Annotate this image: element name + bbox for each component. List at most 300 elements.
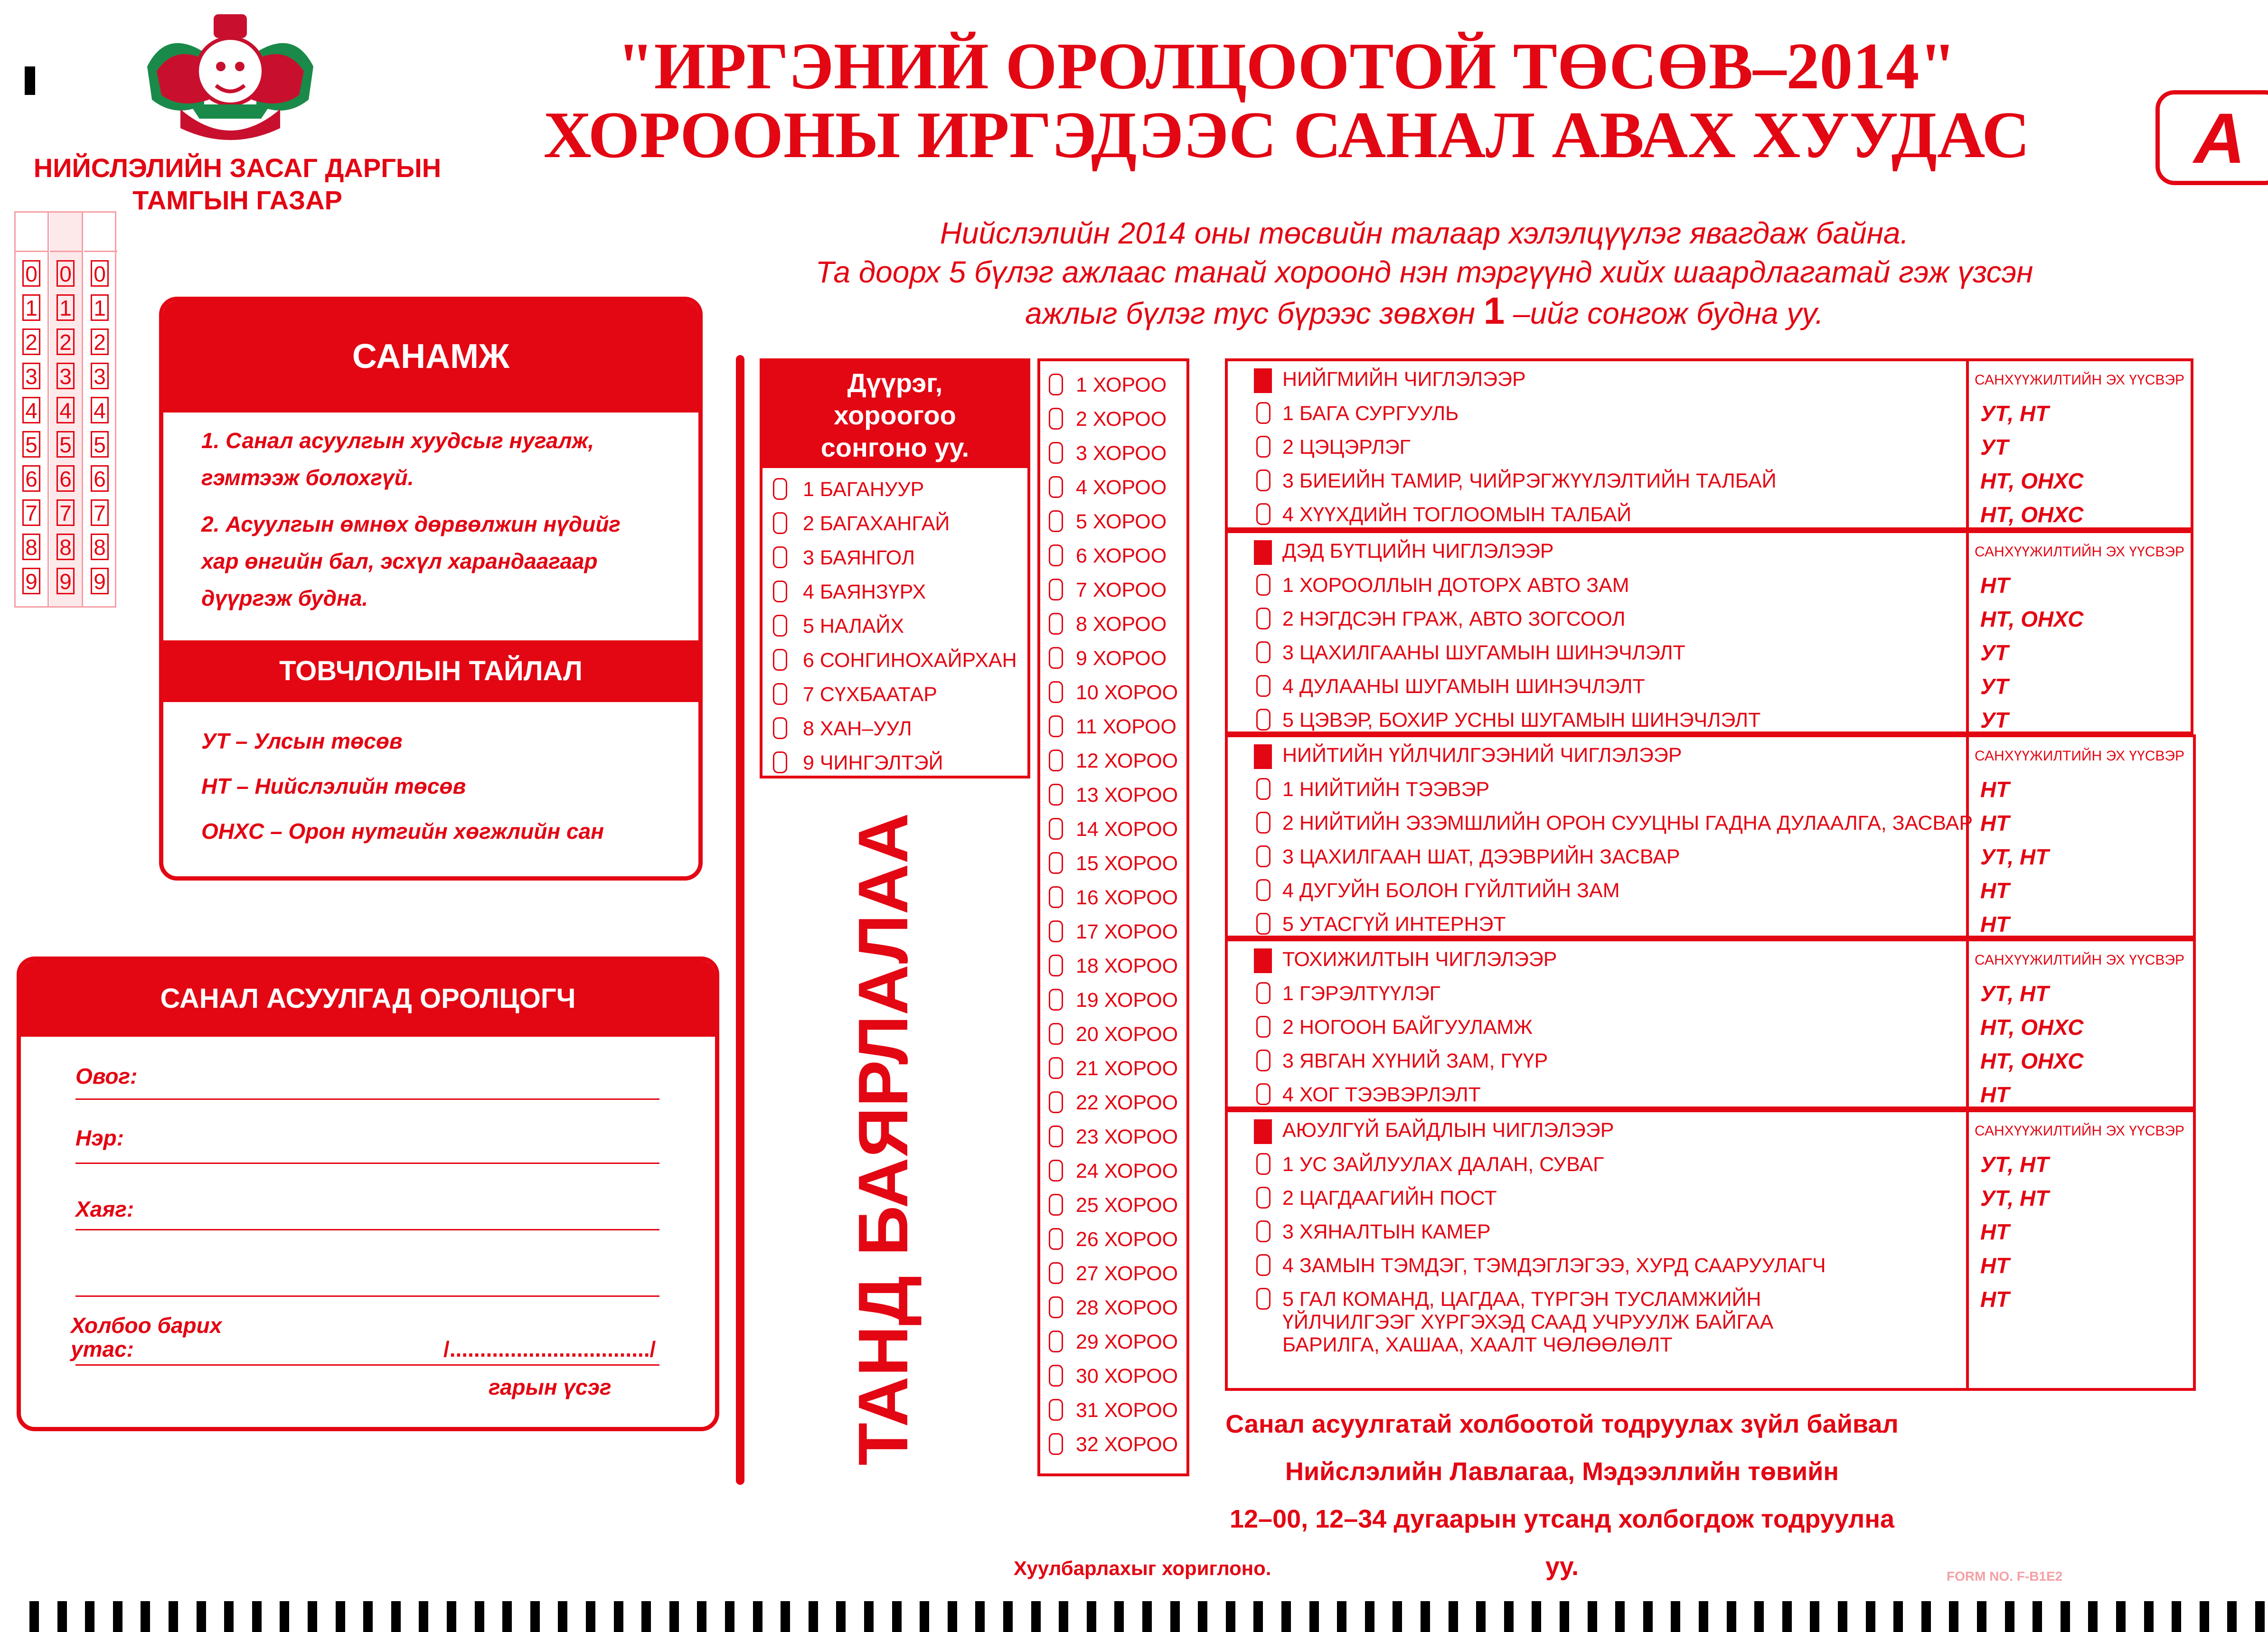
funding-source: УТ [1980, 708, 2009, 732]
code-digit-cell[interactable]: 8 [91, 534, 109, 560]
option-label[interactable]: 4 ХОГ ТЭЭВЭРЛЭЛТ [1282, 1083, 1481, 1106]
option-checkbox[interactable] [1256, 982, 1270, 1004]
timing-mark [2033, 1601, 2042, 1632]
code-digit-cell[interactable]: 7 [56, 499, 75, 526]
timing-mark [113, 1601, 122, 1632]
code-digit-cell[interactable]: 8 [56, 534, 75, 560]
option-label[interactable]: 1 ГЭРЭЛТҮҮЛЭГ [1282, 982, 1440, 1005]
timing-mark [1309, 1601, 1319, 1632]
option-checkbox[interactable] [1256, 402, 1270, 424]
khoroo-checkbox[interactable] [1049, 886, 1063, 908]
category-divider [1966, 361, 1969, 527]
district-item[interactable]: 8 ХАН–УУЛ [803, 717, 912, 740]
khoroo-item[interactable]: 30 ХОРОО [1076, 1365, 1178, 1388]
khoroo-item[interactable]: 1 ХОРОО [1076, 374, 1167, 396]
funding-source: НТ, ОНХС [1980, 607, 2084, 631]
option-label[interactable]: 2 ЦЭЦЭРЛЭГ [1282, 436, 1411, 459]
option-label[interactable]: 1 ХОРООЛЛЫН ДОТОРХ АВТО ЗАМ [1282, 574, 1629, 597]
district-item[interactable]: 5 НАЛАЙХ [803, 615, 904, 638]
khoroo-checkbox[interactable] [1049, 1126, 1063, 1147]
code-digit-cell[interactable]: 9 [91, 568, 109, 594]
code-digit-cell[interactable]: 2 [91, 328, 109, 355]
district-item[interactable]: 3 БАЯНГОЛ [803, 546, 915, 569]
option-label[interactable]: 3 ЯВГАН ХҮНИЙ ЗАМ, ГҮҮР [1282, 1050, 1548, 1072]
code-digit-cell[interactable]: 3 [56, 363, 75, 389]
timing-mark [29, 1601, 39, 1632]
source-header: САНХҮҮЖИЛТИЙН ЭХ ҮҮСВЭР [1975, 1123, 2184, 1139]
contact-line-3: 12–00, 12–34 дугаарын утсанд холбогдож тодруулна уу. [1229, 1505, 1895, 1581]
timing-mark [447, 1601, 456, 1632]
funding-source: НТ, ОНХС [1980, 1015, 2084, 1040]
code-digit-cell[interactable]: 3 [91, 363, 109, 389]
khoroo-checkbox[interactable] [1049, 681, 1063, 703]
option-checkbox[interactable] [1256, 709, 1270, 731]
no-copy-notice: Хуулбарлахыг хориглоно. [1014, 1557, 1271, 1579]
option-label[interactable]: 3 ЦАХИЛГААН ШАТ, ДЭЭВРИЙН ЗАСВАР [1282, 845, 1680, 868]
timing-mark [1142, 1601, 1152, 1632]
khoroo-checkbox[interactable] [1049, 989, 1063, 1011]
reminder-notes [163, 413, 698, 617]
timing-mark [1393, 1601, 1402, 1632]
option-label[interactable]: 2 НЭГДСЭН ГРАЖ, АВТО ЗОГСООЛ [1282, 608, 1626, 630]
code-digit-cell[interactable]: 4 [91, 397, 109, 423]
source-header: САНХҮҮЖИЛТИЙН ЭХ ҮҮСВЭР [1975, 544, 2184, 560]
timing-mark [2005, 1601, 2014, 1632]
code-digit-cell[interactable]: 9 [22, 568, 40, 594]
category-marker [1254, 540, 1272, 565]
khoroo-item[interactable]: 25 ХОРОО [1076, 1194, 1178, 1217]
timing-mark [1615, 1601, 1625, 1632]
timing-mark [2200, 1601, 2209, 1632]
timing-mark [57, 1601, 67, 1632]
timing-mark [753, 1601, 762, 1632]
timing-mark [391, 1601, 401, 1632]
timing-mark [1727, 1601, 1736, 1632]
code-digit-cell[interactable]: 0 [56, 260, 75, 287]
timing-mark [697, 1601, 706, 1632]
funding-source: УТ, НТ [1980, 401, 2049, 426]
khoroo-item[interactable]: 31 ХОРОО [1076, 1399, 1178, 1422]
khoroo-item[interactable]: 13 ХОРОО [1076, 784, 1178, 807]
option-label[interactable]: 1 УС ЗАЙЛУУЛАХ ДАЛАН, СУВАГ [1282, 1153, 1604, 1176]
option-label[interactable]: 3 БИЕИЙН ТАМИР, ЧИЙРЭГЖҮҮЛЭЛТИЙН ТАЛБАЙ [1282, 469, 1777, 492]
district-checkbox[interactable] [773, 512, 787, 534]
code-digit-cell[interactable]: 6 [56, 465, 75, 492]
district-item[interactable]: 6 СОНГИНОХАЙРХАН [803, 649, 1017, 672]
khoroo-checkbox[interactable] [1049, 852, 1063, 874]
source-header: САНХҮҮЖИЛТИЙН ЭХ ҮҮСВЭР [1975, 372, 2184, 388]
org-line-1: НИЙСЛЭЛИЙН ЗАСАГ ДАРГЫН [33, 153, 442, 183]
code-digit-cell[interactable]: 1 [22, 294, 40, 321]
form-number: FORM NO. F-B1E2 [1947, 1569, 2063, 1584]
category-title: ДЭД БҮТЦИЙН ЧИГЛЭЛЭЭР [1282, 540, 1554, 563]
timing-mark [475, 1601, 484, 1632]
timing-mark [141, 1601, 150, 1632]
choice-count: 1 [1483, 290, 1505, 332]
timing-mark [558, 1601, 567, 1632]
timing-mark [1003, 1601, 1013, 1632]
timing-mark [2061, 1601, 2070, 1632]
phone-label-1: Холбоо барих [71, 1313, 222, 1338]
emblem-logo [138, 9, 323, 152]
code-digit-cell[interactable]: 5 [22, 431, 40, 458]
district-item[interactable]: 9 ЧИНГЭЛТЭЙ [803, 751, 943, 774]
funding-source: НТ [1980, 573, 2010, 598]
khoroo-checkbox[interactable] [1049, 1331, 1063, 1352]
option-checkbox[interactable] [1256, 812, 1270, 834]
address-label: Хаяг: [75, 1197, 134, 1221]
participant-panel [17, 957, 719, 1431]
category-divider [1966, 533, 1969, 732]
abbreviations-title: ТОВЧЛОЛЫН ТАЙЛАЛ [163, 640, 698, 702]
address-line-2[interactable] [75, 1295, 659, 1297]
timing-mark [224, 1601, 234, 1632]
timing-mark [1588, 1601, 1597, 1632]
district-checkbox[interactable] [773, 581, 787, 602]
khoroo-list [1037, 358, 1189, 1476]
khoroo-checkbox[interactable] [1049, 408, 1063, 430]
district-checkbox[interactable] [773, 683, 787, 705]
option-checkbox[interactable] [1256, 574, 1270, 596]
timing-mark [169, 1601, 178, 1632]
khoroo-checkbox[interactable] [1049, 1023, 1063, 1045]
khoroo-item[interactable]: 26 ХОРОО [1076, 1228, 1178, 1251]
instruction-line-1: Нийслэлийн 2014 оны төсвийн талаар хэлэлцүүлэг явагдаж байна. [940, 216, 1909, 250]
option-checkbox[interactable] [1256, 1254, 1270, 1276]
timing-mark [1782, 1601, 1792, 1632]
option-label[interactable]: 4 ДУЛААНЫ ШУГАМЫН ШИНЭЧЛЭЛТ [1282, 675, 1645, 698]
signature-label: гарын үсэг [489, 1375, 612, 1399]
khoroo-item[interactable]: 19 ХОРОО [1076, 989, 1178, 1012]
phone-label-2: утас: [71, 1337, 134, 1361]
timing-mark [1532, 1601, 1541, 1632]
code-digit-cell[interactable]: 7 [22, 499, 40, 526]
option-label[interactable]: 5 ГАЛ КОМАНД, ЦАГДАА, ТҮРГЭН ТУСЛАМЖИЙН [1282, 1288, 1761, 1311]
khoroo-item[interactable]: 22 ХОРОО [1076, 1091, 1178, 1114]
timing-mark [669, 1601, 679, 1632]
timing-mark [2227, 1601, 2237, 1632]
khoroo-checkbox[interactable] [1049, 1399, 1063, 1421]
timing-mark [1253, 1601, 1263, 1632]
timing-mark [809, 1601, 818, 1632]
timing-mark [614, 1601, 623, 1632]
timing-mark [1198, 1601, 1207, 1632]
contact-line-1: Санал асуулгатай холбоотой тодруулах зүйл байвал [1225, 1410, 1899, 1438]
district-checkbox[interactable] [773, 478, 787, 500]
timing-mark [2144, 1601, 2154, 1632]
option-label[interactable]: 5 УТАСГҮЙ ИНТЕРНЭТ [1282, 913, 1506, 936]
khoroo-item[interactable]: 5 ХОРОО [1076, 510, 1167, 533]
code-digit-cell[interactable]: 2 [56, 328, 75, 355]
code-digit-cell[interactable]: 1 [56, 294, 75, 321]
timing-mark [920, 1601, 929, 1632]
khoroo-item[interactable]: 3 ХОРОО [1076, 442, 1167, 465]
district-item[interactable]: 4 БАЯНЗҮРХ [803, 581, 926, 603]
timing-mark [252, 1601, 262, 1632]
option-checkbox[interactable] [1256, 1153, 1270, 1175]
option-checkbox[interactable] [1256, 1016, 1270, 1038]
category-title: НИЙТИЙН ҮЙЛЧИЛГЭЭНИЙ ЧИГЛЭЛЭЭР [1282, 744, 1682, 767]
khoroo-item[interactable]: 24 ХОРОО [1076, 1160, 1178, 1182]
timing-mark [197, 1601, 206, 1632]
option-checkbox[interactable] [1256, 1083, 1270, 1105]
option-label[interactable]: 4 ХҮҮХДИЙН ТОГЛООМЫН ТАЛБАЙ [1282, 503, 1632, 526]
khoroo-item[interactable]: 8 ХОРОО [1076, 613, 1167, 636]
timing-mark [1087, 1601, 1096, 1632]
khoroo-item[interactable]: 21 ХОРОО [1076, 1057, 1178, 1080]
funding-source: НТ [1980, 811, 2010, 835]
khoroo-item[interactable]: 12 ХОРОО [1076, 750, 1178, 772]
timing-mark [641, 1601, 651, 1632]
code-digit-cell[interactable]: 3 [22, 363, 40, 389]
option-checkbox[interactable] [1256, 913, 1270, 935]
timing-mark [1059, 1601, 1068, 1632]
timing-mark [1226, 1601, 1235, 1632]
timing-mark [530, 1601, 540, 1632]
category-title: АЮУЛГҮЙ БАЙДЛЫН ЧИГЛЭЛЭЭР [1282, 1119, 1614, 1142]
khoroo-checkbox[interactable] [1049, 510, 1063, 532]
option-checkbox[interactable] [1256, 778, 1270, 800]
code-digit-cell[interactable]: 0 [91, 260, 109, 287]
source-header: САНХҮҮЖИЛТИЙН ЭХ ҮҮСВЭР [1975, 748, 2184, 764]
timing-mark [85, 1601, 94, 1632]
khoroo-item[interactable]: 10 ХОРОО [1076, 681, 1178, 704]
funding-source: УТ, НТ [1980, 981, 2049, 1006]
timing-mark [1365, 1601, 1374, 1632]
code-digit-cell[interactable]: 5 [56, 431, 75, 458]
khoroo-item[interactable]: 7 ХОРОО [1076, 579, 1167, 601]
timing-mark [1699, 1601, 1708, 1632]
option-label-cont: БАРИЛГА, ХАШАА, ХААЛТ ЧӨЛӨӨЛӨЛТ [1282, 1333, 1673, 1356]
khoroo-checkbox[interactable] [1049, 613, 1063, 635]
funding-source: НТ [1980, 912, 2010, 937]
option-label[interactable]: 1 НИЙТИЙН ТЭЭВЭР [1282, 778, 1490, 801]
district-checkbox[interactable] [773, 649, 787, 671]
timing-mark [948, 1601, 957, 1632]
category-marker [1254, 948, 1272, 973]
option-checkbox[interactable] [1256, 1288, 1270, 1310]
khoroo-checkbox[interactable] [1049, 647, 1063, 669]
option-checkbox[interactable] [1256, 503, 1270, 525]
khoroo-item[interactable]: 6 ХОРОО [1076, 544, 1167, 567]
option-checkbox[interactable] [1256, 845, 1270, 867]
timing-mark [1754, 1601, 1764, 1632]
code-digit-cell[interactable]: 8 [22, 534, 40, 560]
option-label[interactable]: 2 НИЙТИЙН ЭЗЭМШЛИЙН ОРОН СУУЦНЫ ГАДНА ДУЛААЛГА, ЗАСВАР [1282, 812, 1973, 835]
code-digit-cell[interactable]: 5 [91, 431, 109, 458]
timing-mark [1810, 1601, 1819, 1632]
khoroo-checkbox[interactable] [1049, 715, 1063, 737]
abbreviations-list [201, 719, 604, 854]
option-checkbox[interactable] [1256, 641, 1270, 663]
khoroo-item[interactable]: 11 ХОРОО [1076, 715, 1176, 738]
khoroo-checkbox[interactable] [1049, 818, 1063, 840]
code-digit-cell[interactable]: 6 [91, 465, 109, 492]
khoroo-checkbox[interactable] [1049, 1160, 1063, 1182]
khoroo-checkbox[interactable] [1049, 579, 1063, 600]
option-checkbox[interactable] [1256, 675, 1270, 697]
category-block [1225, 358, 2193, 530]
org-name [14, 152, 461, 216]
timing-mark [419, 1601, 428, 1632]
khoroo-checkbox[interactable] [1049, 1057, 1063, 1079]
funding-source: УТ, НТ [1980, 844, 2049, 869]
category-title: ТОХИЖИЛТЫН ЧИГЛЭЛЭЭР [1282, 948, 1557, 971]
code-digit-cell[interactable]: 9 [56, 568, 75, 594]
title-line-2: ХОРООНЫ ИРГЭДЭЭС САНАЛ АВАХ ХУУДАС [543, 98, 2030, 172]
vertical-divider [736, 355, 744, 1485]
khoroo-item[interactable]: 17 ХОРОО [1076, 920, 1178, 943]
code-digit-cell[interactable]: 7 [91, 499, 109, 526]
khoroo-checkbox[interactable] [1049, 784, 1063, 806]
option-label[interactable]: 3 ЦАХИЛГААНЫ ШУГАМЫН ШИНЭЧЛЭЛТ [1282, 641, 1685, 664]
khoroo-checkbox[interactable] [1049, 920, 1063, 942]
option-checkbox[interactable] [1256, 608, 1270, 629]
khoroo-checkbox[interactable] [1049, 476, 1063, 498]
reminder-title: САНАМЖ [163, 301, 698, 413]
timing-mark [280, 1601, 289, 1632]
khoroo-item[interactable]: 18 ХОРОО [1076, 955, 1178, 977]
khoroo-item[interactable]: 9 ХОРОО [1076, 647, 1167, 670]
khoroo-checkbox[interactable] [1049, 1228, 1063, 1250]
option-checkbox[interactable] [1256, 1050, 1270, 1071]
khoroo-checkbox[interactable] [1049, 1365, 1063, 1387]
khoroo-checkbox[interactable] [1049, 955, 1063, 976]
khoroo-item[interactable]: 2 ХОРОО [1076, 408, 1167, 431]
khoroo-item[interactable]: 15 ХОРОО [1076, 852, 1178, 875]
instruction-line-3: ажлыг бүлэг тус бүрээс зөвхөн 1 –ийг сонгож будна уу. [1025, 290, 1824, 332]
category-title: НИЙГМИЙН ЧИГЛЭЛЭЭР [1282, 368, 1526, 391]
address-line-1[interactable] [75, 1229, 659, 1230]
timing-mark [2116, 1601, 2126, 1632]
timing-mark [1449, 1601, 1458, 1632]
khoroo-checkbox[interactable] [1049, 750, 1063, 771]
khoroo-item[interactable]: 29 ХОРОО [1076, 1331, 1178, 1353]
option-checkbox[interactable] [1256, 1220, 1270, 1242]
timing-mark [502, 1601, 512, 1632]
funding-source: УТ, НТ [1980, 1186, 2049, 1210]
option-checkbox[interactable] [1256, 436, 1270, 458]
contact-info [1225, 1400, 1899, 1590]
option-label-cont: ҮЙЛЧИЛГЭЭГ ХҮРГЭХЭД СААД УЧРУУЛЖ БАЙГАА [1282, 1311, 1774, 1333]
abbr-ut: УТ – Улсын төсөв [201, 729, 403, 753]
timing-mark [2088, 1601, 2098, 1632]
note-2b: хар өнгийн бал, эсхүл харандаагаар [201, 549, 598, 573]
reminder-panel [159, 297, 703, 881]
category-marker [1254, 744, 1272, 769]
timing-mark [586, 1601, 595, 1632]
khoroo-checkbox[interactable] [1049, 1194, 1063, 1216]
district-checkbox[interactable] [773, 717, 787, 739]
signature-slot[interactable]: /................................./ [443, 1337, 656, 1361]
district-list [760, 358, 1030, 778]
khoroo-item[interactable]: 23 ХОРОО [1076, 1126, 1178, 1148]
option-label[interactable]: 4 ЗАМЫН ТЭМДЭГ, ТЭМДЭГЛЭГЭЭ, ХУРД СААРУУЛАГЧ [1282, 1254, 1826, 1277]
option-label[interactable]: 2 НОГООН БАЙГУУЛАМЖ [1282, 1016, 1533, 1039]
khoroo-item[interactable]: 4 ХОРОО [1076, 476, 1167, 499]
khoroo-checkbox[interactable] [1049, 544, 1063, 566]
code-digit-cell[interactable]: 0 [22, 260, 40, 287]
option-label[interactable]: 2 ЦАГДААГИЙН ПОСТ [1282, 1187, 1497, 1210]
form-letter-badge: A [2155, 90, 2268, 185]
option-checkbox[interactable] [1256, 469, 1270, 491]
surname-line[interactable] [75, 1098, 659, 1100]
name-line[interactable] [75, 1163, 659, 1164]
option-label[interactable]: 5 ЦЭВЭР, БОХИР УСНЫ ШУГАМЫН ШИНЭЧЛЭЛТ [1282, 709, 1761, 732]
khoroo-checkbox[interactable] [1049, 374, 1063, 395]
timing-mark [1893, 1601, 1903, 1632]
khoroo-item[interactable]: 16 ХОРОО [1076, 886, 1178, 909]
funding-source: УТ [1980, 640, 2009, 665]
code-digit-cell[interactable]: 1 [91, 294, 109, 321]
option-label[interactable]: 3 ХЯНАЛТЫН КАМЕР [1282, 1220, 1491, 1243]
category-marker [1254, 1119, 1272, 1144]
code-digit-cell[interactable]: 6 [22, 465, 40, 492]
code-digit-cell[interactable]: 4 [22, 397, 40, 423]
phone-line[interactable] [75, 1364, 659, 1366]
category-grid [1225, 358, 2193, 1391]
option-label[interactable]: 1 БАГА СУРГУУЛЬ [1282, 402, 1459, 425]
khoroo-checkbox[interactable] [1049, 1433, 1063, 1455]
funding-source: НТ [1980, 1219, 2010, 1244]
option-checkbox[interactable] [1256, 879, 1270, 901]
instruction-line-2: Та доорх 5 бүлэг ажлаас танай хороонд нэн тэргүүнд хийх шаардлагатай гэж үзсэн [815, 255, 2033, 289]
timing-mark [1838, 1601, 1847, 1632]
timing-mark [336, 1601, 345, 1632]
khoroo-checkbox[interactable] [1049, 1296, 1063, 1318]
district-checkbox[interactable] [773, 615, 787, 637]
name-label: Нэр: [75, 1126, 124, 1150]
option-checkbox[interactable] [1256, 1187, 1270, 1209]
abbr-nt: НТ – Нийслэлийн төсөв [201, 774, 466, 798]
khoroo-item[interactable]: 28 ХОРОО [1076, 1296, 1178, 1319]
khoroo-item[interactable]: 14 ХОРОО [1076, 818, 1178, 841]
org-line-2: ТАМГЫН ГАЗАР [132, 185, 342, 215]
khoroo-checkbox[interactable] [1049, 442, 1063, 464]
district-checkbox[interactable] [773, 751, 787, 773]
timing-mark [1114, 1601, 1124, 1632]
timing-mark [1921, 1601, 1931, 1632]
timing-mark [1560, 1601, 1569, 1632]
category-block [1225, 734, 2196, 938]
timing-mark [2255, 1601, 2265, 1632]
timing-mark [1281, 1601, 1291, 1632]
district-item[interactable]: 7 СҮХБААТАР [803, 683, 937, 706]
timing-mark [1866, 1601, 1875, 1632]
surname-label: Овог: [75, 1064, 138, 1088]
category-block [1225, 530, 2193, 734]
district-item[interactable]: 1 БАГАНУУР [803, 478, 924, 501]
khoroo-checkbox[interactable] [1049, 1091, 1063, 1113]
timing-mark [1504, 1601, 1514, 1632]
khoroo-checkbox[interactable] [1049, 1262, 1063, 1284]
registration-mark [25, 66, 35, 95]
khoroo-item[interactable]: 32 ХОРОО [1076, 1433, 1178, 1456]
participant-title: САНАЛ АСУУЛГАД ОРОЛЦОГЧ [21, 961, 715, 1037]
code-digit-cell[interactable]: 4 [56, 397, 75, 423]
category-block [1225, 938, 2196, 1109]
funding-source: НТ, ОНХС [1980, 1049, 2084, 1073]
code-digit-cell[interactable]: 2 [22, 328, 40, 355]
district-checkbox[interactable] [773, 546, 787, 568]
district-item[interactable]: 2 БАГАХАНГАЙ [803, 512, 950, 535]
khoroo-item[interactable]: 27 ХОРОО [1076, 1262, 1178, 1285]
khoroo-item[interactable]: 20 ХОРОО [1076, 1023, 1178, 1046]
district-title: Дүүрэг, хорoогоо сонгоно уу. [762, 361, 1027, 468]
title-line-1: "ИРГЭНИЙ ОРОЛЦООТОЙ ТӨСӨВ–2014" [617, 29, 1957, 103]
option-label[interactable]: 4 ДУГУЙН БОЛОН ГҮЙЛТИЙН ЗАМ [1282, 879, 1620, 902]
funding-source: НТ, ОНХС [1980, 502, 2084, 527]
